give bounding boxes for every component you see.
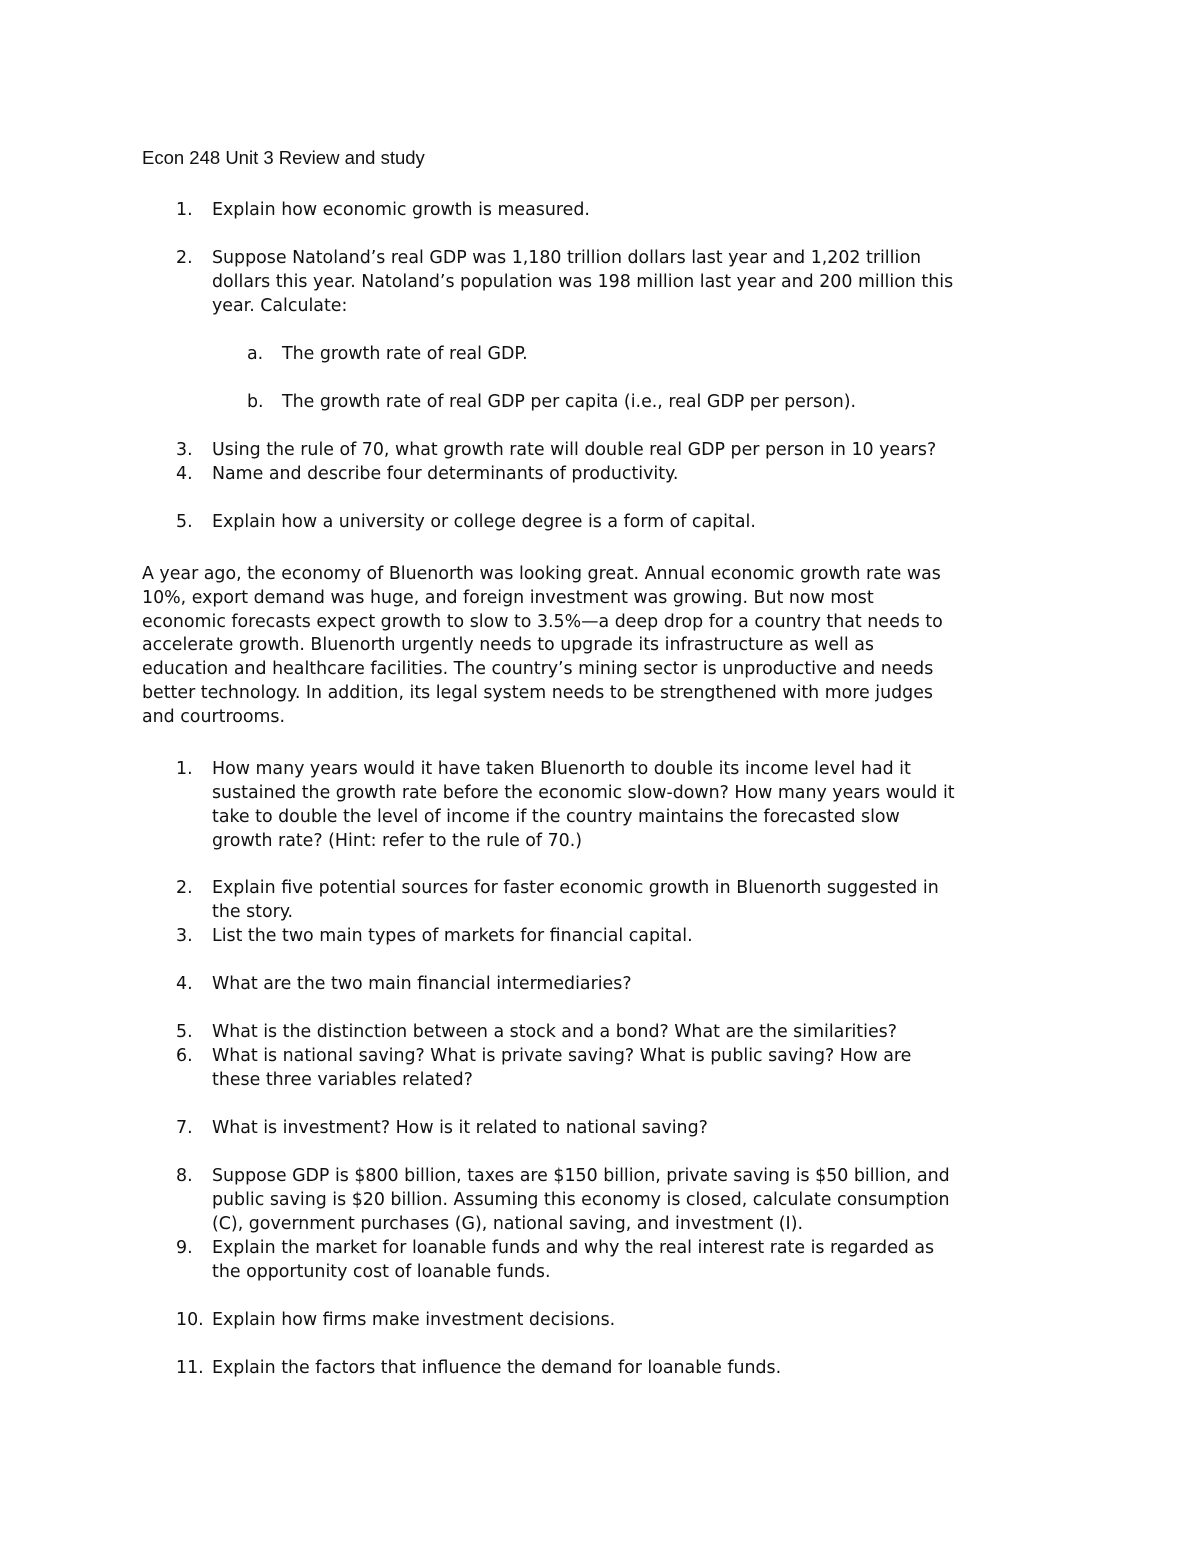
list-item-text: What is national saving? What is private saving? What is public saving? How are these three variables related? <box>212 1046 912 1090</box>
list-number: 7. <box>176 1118 193 1138</box>
list-number: 5. <box>176 1022 193 1042</box>
list-item-text: What are the two main financial intermediaries? <box>212 974 632 994</box>
list-item-text: Explain how firms make investment decisions. <box>212 1310 616 1330</box>
list-item-text: Explain how a university or college degree is a form of capital. <box>212 512 756 532</box>
list-item-text: How many years would it have taken Bluenorth to double its income level had it sustained the growth rate before the economic slow-down? How many years would it take to double the level of income if the country maintains the forecasted slow growth rate? (Hint: refer to the rule of 70.) <box>212 759 955 851</box>
list-item-text: What is investment? How is it related to national saving? <box>212 1118 708 1138</box>
list-item-text: Explain five potential sources for faster economic growth in Bluenorth suggested in the story. <box>212 878 939 922</box>
question-list-2 <box>142 757 1142 1397</box>
list-number: 8. <box>176 1166 193 1186</box>
list-item-text: Explain how economic growth is measured. <box>212 200 590 220</box>
list-item-text: The growth rate of real GDP per capita (i.e., real GDP per person). <box>282 392 857 412</box>
list-item-text: List the two main types of markets for financial capital. <box>212 926 693 946</box>
list-number: 9. <box>176 1238 193 1258</box>
document-title: Econ 248 Unit 3 Review and study <box>142 147 425 168</box>
list-item-text: Suppose Natoland’s real GDP was 1,180 trillion dollars last year and 1,202 trillion dollars this year. Natoland’s population was 198 million last year and 200 million this year. Calculate: <box>212 248 954 316</box>
list-number: 6. <box>176 1046 193 1066</box>
list-item-text: Explain the factors that influence the demand for loanable funds. <box>212 1358 782 1378</box>
list-item-text: Explain the market for loanable funds and why the real interest rate is regarded as the opportunity cost of loanable funds. <box>212 1238 935 1282</box>
list-number: 3. <box>176 440 193 460</box>
list-item-text: What is the distinction between a stock and a bond? What are the similarities? <box>212 1022 897 1042</box>
list-item-text: Name and describe four determinants of productivity. <box>212 464 679 484</box>
list-letter: a. <box>247 344 264 364</box>
list-item-text: The growth rate of real GDP. <box>282 344 528 364</box>
question-list-1 <box>142 198 1142 548</box>
list-number: 4. <box>176 974 193 994</box>
list-number: 1. <box>176 200 193 220</box>
list-number: 2. <box>176 248 193 268</box>
list-number: 10. <box>176 1310 204 1330</box>
list-number: 1. <box>176 759 193 779</box>
list-number: 4. <box>176 464 193 484</box>
list-number: 3. <box>176 926 193 946</box>
list-item-text: Suppose GDP is $800 billion, taxes are $150 billion, private saving is $50 billion, and public saving is $20 billion. Assuming this economy is closed, calculate consumption (C), government purchases (G), national saving, and investment (I). <box>212 1166 950 1234</box>
list-number: 11. <box>176 1358 204 1378</box>
list-letter: b. <box>247 392 264 412</box>
list-number: 2. <box>176 878 193 898</box>
list-number: 5. <box>176 512 193 532</box>
list-item-text: Using the rule of 70, what growth rate will double real GDP per person in 10 years? <box>212 440 937 460</box>
scenario-paragraph: A year ago, the economy of Bluenorth was looking great. Annual economic growth rate was 10%, export demand was huge, and foreign investment was growing. But now most economic forecasts expect growth to slow to 3.5%—a deep drop for a country that needs to accelerate growth. Bluenorth urgently needs to upgrade its infrastructure as well as education and healthcare facilities. The country’s mining sector is unproductive and needs better technology. In addition, its legal system needs to be strengthened with more judges and courtrooms. <box>142 564 943 727</box>
